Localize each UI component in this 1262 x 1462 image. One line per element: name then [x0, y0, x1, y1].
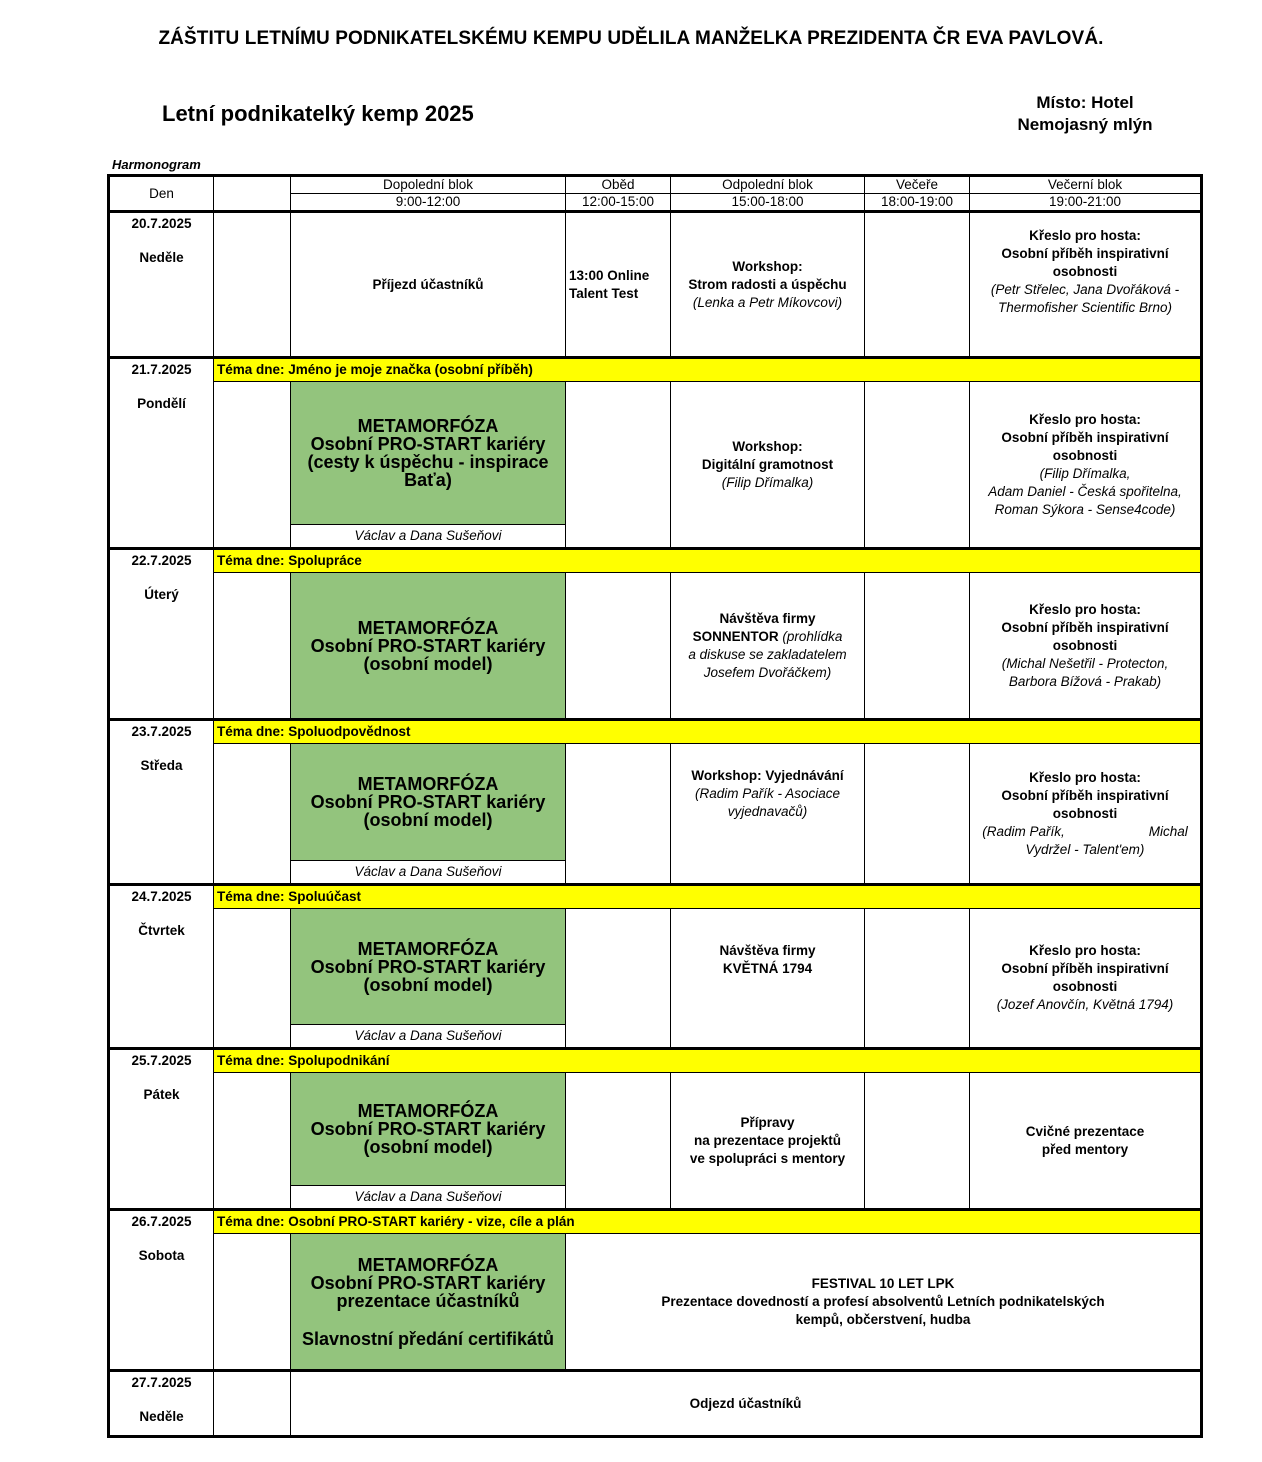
- evening-line: Křeslo pro hosta:: [1029, 411, 1141, 427]
- metamorfoza-block: [291, 382, 566, 525]
- day-name: Sobota: [138, 1248, 185, 1263]
- harmonogram-label: Harmonogram: [112, 157, 201, 172]
- evening-line: před mentory: [1041, 1141, 1129, 1157]
- day-cell: [109, 1210, 214, 1371]
- day-row: [109, 573, 1202, 720]
- afternoon-line: vyjednavačů): [727, 803, 808, 819]
- afternoon-line: Návštěva firmy: [719, 943, 816, 958]
- afternoon-line: Workshop:: [732, 258, 803, 274]
- afternoon-block: [671, 212, 865, 358]
- blank-cell: [214, 1234, 291, 1371]
- company-name: SONNENTOR: [692, 628, 779, 644]
- theme-row: [109, 885, 1202, 909]
- evening-block: [970, 212, 1202, 358]
- day-row: [109, 212, 1202, 358]
- theme-of-day: Téma dne: Spoluodpovědnost: [214, 720, 1202, 744]
- time-dinner: 18:00-19:00: [865, 194, 970, 212]
- afternoon-line: ve spolupráci s mentory: [689, 1150, 846, 1166]
- venue-line: Místo: Hotel: [1036, 93, 1134, 112]
- lecturer: Václav a Dana Sušeňovi: [291, 861, 566, 885]
- evening-line: Osobní příběh inspirativní: [1001, 961, 1169, 976]
- theme-row: [109, 1210, 1202, 1234]
- blank-cell: [214, 1371, 291, 1437]
- day-row: [109, 909, 1202, 1025]
- col-header-evening: Večerní blok: [970, 176, 1202, 194]
- afternoon-block: [671, 573, 865, 720]
- afternoon-line: Workshop: Vyjednávání: [691, 767, 844, 783]
- page-title: Letní podnikatelký kemp 2025: [162, 101, 474, 126]
- afternoon-block: [671, 909, 865, 1049]
- day-name: Neděle: [139, 1409, 184, 1424]
- guest-name: (Radim Pařík,: [982, 823, 1065, 839]
- day-name: Neděle: [139, 250, 184, 265]
- blank-cell: [214, 909, 291, 1049]
- venue: [990, 92, 1180, 136]
- meta-line: METAMORFÓZA: [357, 774, 499, 794]
- col-header-day: Den: [109, 176, 214, 212]
- afternoon-line: Digitální gramotnost: [701, 456, 834, 472]
- afternoon-line: a diskuse se zakladatelem: [688, 646, 847, 662]
- dinner-cell: [865, 212, 970, 358]
- meta-line: Baťa): [404, 470, 452, 490]
- meta-line: Slavnostní předání certifikátů: [301, 1328, 555, 1349]
- day-cell: [109, 720, 214, 885]
- evening-block: [970, 909, 1202, 1049]
- day-name: Pondělí: [137, 396, 186, 411]
- afternoon-line: (Lenka a Petr Míkovcovi): [692, 294, 843, 310]
- meta-line: (cesty k úspěchu - inspirace: [307, 452, 549, 472]
- meta-line: Osobní PRO-START kariéry: [310, 1119, 546, 1139]
- evening-line: (Petr Střelec, Jana Dvořáková -: [990, 281, 1180, 297]
- departure-block: Odjezd účastníků: [291, 1371, 1202, 1437]
- day-date: 21.7.2025: [131, 362, 192, 377]
- day-cell: [109, 1371, 214, 1437]
- evening-line: osobnosti: [1052, 637, 1118, 653]
- afternoon-block: [671, 382, 865, 549]
- meta-line: (osobní model): [363, 810, 493, 830]
- metamorfoza-block: [291, 1073, 566, 1186]
- dinner-cell: [865, 909, 970, 1049]
- evening-block: [970, 1073, 1202, 1210]
- theme-of-day: Téma dne: Spoluúčast: [214, 885, 1202, 909]
- meta-line: Osobní PRO-START kariéry: [310, 956, 546, 977]
- afternoon-line: KVĚTNÁ 1794: [722, 961, 813, 976]
- day-cell: [109, 212, 214, 358]
- evening-line: (Jozef Anovčín, Květná 1794): [996, 997, 1174, 1012]
- day-cell: [109, 885, 214, 1049]
- day-date: 20.7.2025: [131, 216, 192, 231]
- day-name: Úterý: [144, 587, 179, 602]
- day-date: 25.7.2025: [131, 1053, 192, 1068]
- blank-cell: [214, 1073, 291, 1210]
- day-name: Středa: [140, 758, 183, 773]
- theme-row: [109, 1049, 1202, 1073]
- col-header-blank: [214, 176, 291, 212]
- meta-line: Osobní PRO-START kariéry: [310, 635, 546, 656]
- festival-block: [566, 1234, 1202, 1371]
- venue-line: Nemojasný mlýn: [1017, 115, 1153, 134]
- day-cell: [109, 549, 214, 720]
- theme-row: [109, 720, 1202, 744]
- blank-cell: [214, 573, 291, 720]
- festival-line: kempů, občerstvení, hudba: [795, 1311, 971, 1327]
- lunch-block: [566, 212, 671, 358]
- time-evening: 19:00-21:00: [970, 194, 1202, 212]
- theme-of-day: Téma dne: Spolupodnikání: [214, 1049, 1202, 1073]
- patronage-banner: ZÁŠTITU LETNÍMU PODNIKATELSKÉMU KEMPU UDĚLILA MANŽELKA PREZIDENTA ČR EVA PAVLOVÁ.: [158, 28, 1104, 49]
- evening-block: [970, 744, 1202, 885]
- evening-line: Křeslo pro hosta:: [1029, 227, 1141, 243]
- evening-line: osobnosti: [1052, 263, 1118, 279]
- morning-block: Příjezd účastníků: [291, 212, 566, 358]
- meta-line: METAMORFÓZA: [357, 1101, 499, 1121]
- afternoon-line: Josefem Dvořáčkem): [703, 664, 832, 680]
- col-header-lunch: Oběd: [566, 176, 671, 194]
- theme-of-day: Téma dne: Osobní PRO-START kariéry - vize, cíle a plán: [214, 1210, 1202, 1234]
- day-date: 26.7.2025: [131, 1214, 192, 1229]
- evening-line: Thermofisher Scientific Brno): [997, 299, 1173, 315]
- festival-line: Prezentace dovedností a profesí absolventů Letních podnikatelských: [661, 1293, 1105, 1309]
- lecturer: Václav a Dana Sušeňovi: [291, 525, 566, 549]
- blank-cell: [214, 212, 291, 358]
- afternoon-line: Návštěva firmy: [719, 610, 816, 626]
- day-row: [109, 382, 1202, 525]
- metamorfoza-block: [291, 909, 566, 1025]
- evening-line: Barbora Bížová - Prakab): [1008, 673, 1162, 689]
- day-name: Pátek: [143, 1087, 180, 1102]
- col-header-morning: Dopolední blok: [291, 176, 566, 194]
- day-date: 27.7.2025: [131, 1375, 192, 1390]
- lunch-line: 13:00 Online: [569, 267, 650, 283]
- afternoon-line: Strom radosti a úspěchu: [688, 276, 847, 292]
- dinner-cell: [865, 744, 970, 885]
- afternoon-note: (prohlídka: [778, 628, 843, 644]
- evening-line: Osobní příběh inspirativní: [1001, 245, 1169, 261]
- blank-cell: [214, 382, 291, 549]
- lecturer: Václav a Dana Sušeňovi: [291, 1025, 566, 1049]
- col-header-afternoon: Odpolední blok: [671, 176, 865, 194]
- lunch-cell: [566, 744, 671, 885]
- evening-line: Roman Sýkora - Sense4code): [994, 501, 1176, 517]
- evening-line: osobnosti: [1052, 805, 1118, 821]
- meta-line: METAMORFÓZA: [357, 617, 499, 638]
- theme-of-day: Téma dne: Spolupráce: [214, 549, 1202, 573]
- day-row: [109, 744, 1202, 861]
- evening-line: Cvičné prezentace: [1025, 1123, 1145, 1139]
- meta-line: (osobní model): [363, 653, 493, 674]
- evening-line: Osobní příběh inspirativní: [1001, 787, 1169, 803]
- day-row: [109, 1073, 1202, 1186]
- lunch-cell: [566, 573, 671, 720]
- lunch-cell: [566, 909, 671, 1049]
- col-header-dinner: Večeře: [865, 176, 970, 194]
- evening-line: [970, 823, 1200, 841]
- evening-line: (Filip Dřímalka,: [1039, 465, 1131, 481]
- meta-line: (osobní model): [363, 974, 493, 995]
- meta-line: Osobní PRO-START kariéry: [310, 1272, 546, 1293]
- header-row: [109, 176, 1202, 194]
- dinner-cell: [865, 1073, 970, 1210]
- theme-of-day: Téma dne: Jméno je moje značka (osobní příběh): [214, 358, 1202, 382]
- evening-line: Křeslo pro hosta:: [1029, 769, 1141, 785]
- afternoon-block: [671, 744, 865, 885]
- metamorfoza-block: [291, 573, 566, 720]
- evening-block: [970, 573, 1202, 720]
- meta-line: METAMORFÓZA: [357, 1254, 499, 1275]
- lunch-line: Talent Test: [569, 285, 639, 301]
- blank-cell: [214, 744, 291, 885]
- day-date: 23.7.2025: [131, 724, 192, 739]
- afternoon-line: (Radim Pařík - Asociace: [694, 785, 841, 801]
- evening-line: Adam Daniel - Česká spořitelna,: [988, 483, 1182, 499]
- evening-line: Osobní příběh inspirativní: [1001, 429, 1169, 445]
- dinner-cell: [865, 573, 970, 720]
- meta-line: METAMORFÓZA: [357, 938, 499, 959]
- evening-line: osobnosti: [1052, 979, 1118, 994]
- guest-name: Michal: [1148, 823, 1188, 839]
- afternoon-line: [671, 628, 864, 646]
- evening-line: osobnosti: [1052, 447, 1118, 463]
- meta-line: Osobní PRO-START kariéry: [310, 792, 546, 812]
- evening-block: [970, 382, 1202, 549]
- afternoon-line: na prezentace projektů: [693, 1132, 842, 1148]
- afternoon-line: Přípravy: [740, 1114, 795, 1130]
- evening-line: Křeslo pro hosta:: [1029, 943, 1141, 958]
- evening-line: Vydržel - Talent'em): [1025, 841, 1145, 857]
- evening-line: (Michal Nešetřil - Protecton,: [1001, 655, 1169, 671]
- lunch-cell: [566, 1073, 671, 1210]
- day-cell: [109, 1049, 214, 1210]
- afternoon-line: Workshop:: [732, 438, 803, 454]
- festival-line: FESTIVAL 10 LET LPK: [811, 1275, 955, 1291]
- meta-line: prezentace účastníků: [336, 1290, 520, 1311]
- meta-line: (osobní model): [363, 1137, 493, 1157]
- schedule-table: [107, 174, 1203, 1438]
- day-row: [109, 1371, 1202, 1437]
- metamorfoza-block: [291, 744, 566, 861]
- dinner-cell: [865, 382, 970, 549]
- lunch-cell: [566, 382, 671, 549]
- afternoon-block: [671, 1073, 865, 1210]
- time-afternoon: 15:00-18:00: [671, 194, 865, 212]
- meta-line: METAMORFÓZA: [357, 416, 499, 436]
- afternoon-line: (Filip Dřímalka): [721, 474, 814, 490]
- time-morning: 9:00-12:00: [291, 194, 566, 212]
- meta-line: Osobní PRO-START kariéry: [310, 434, 546, 454]
- lecturer: Václav a Dana Sušeňovi: [291, 1186, 566, 1210]
- theme-row: [109, 549, 1202, 573]
- day-name: Čtvrtek: [138, 923, 185, 938]
- day-date: 22.7.2025: [131, 553, 192, 568]
- time-lunch: 12:00-15:00: [566, 194, 671, 212]
- theme-row: [109, 358, 1202, 382]
- day-date: 24.7.2025: [131, 889, 192, 904]
- day-cell: [109, 358, 214, 549]
- evening-line: Osobní příběh inspirativní: [1001, 619, 1169, 635]
- day-row: [109, 1234, 1202, 1371]
- evening-line: Křeslo pro hosta:: [1029, 601, 1141, 617]
- metamorfoza-block: [291, 1234, 566, 1371]
